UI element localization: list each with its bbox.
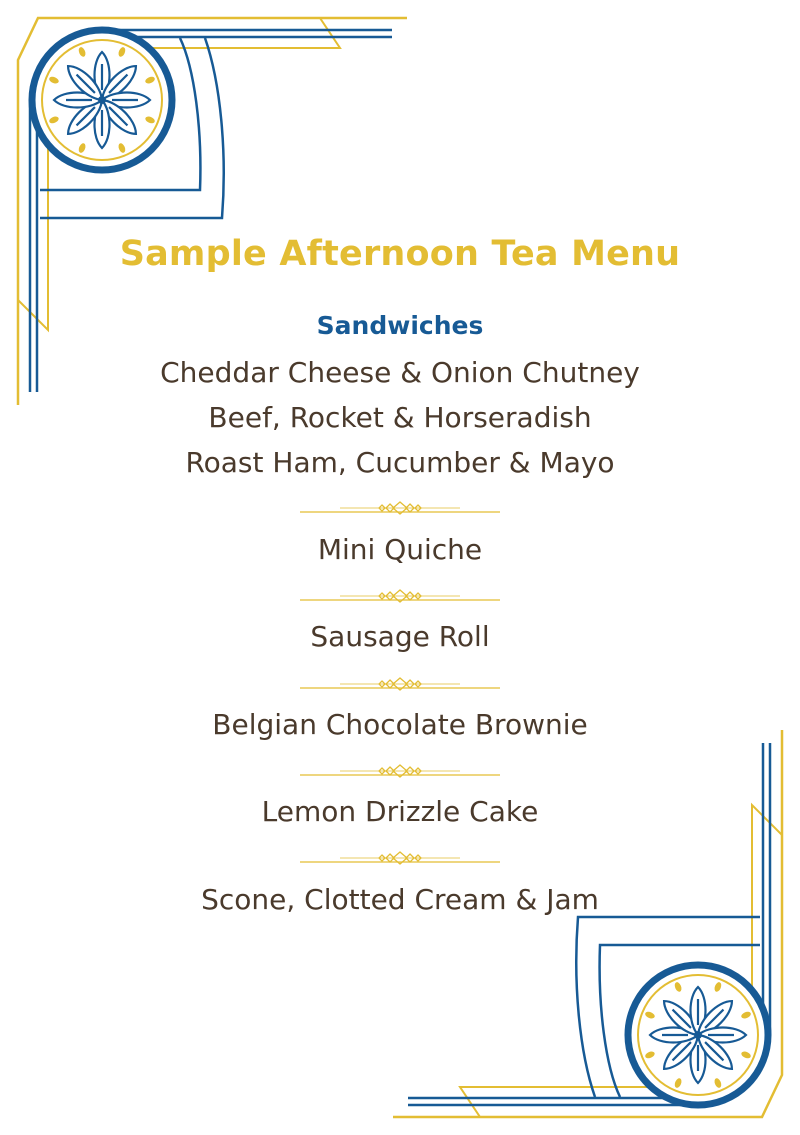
menu-item: Scone, Clotted Cream & Jam (201, 883, 599, 916)
menu-title: Sample Afternoon Tea Menu (119, 234, 681, 274)
sandwich-item: Beef, Rocket & Horseradish (208, 401, 592, 434)
diamond-divider-icon (300, 587, 500, 607)
sandwich-item: Roast Ham, Cucumber & Mayo (185, 446, 615, 479)
sandwich-item: Cheddar Cheese & Onion Chutney (160, 356, 640, 389)
menu-item: Belgian Chocolate Brownie (212, 708, 588, 741)
diamond-divider-icon (300, 675, 500, 695)
diamond-divider-icon (300, 849, 500, 869)
diamond-divider-icon (300, 499, 500, 519)
diamond-divider-icon (300, 762, 500, 782)
menu-item: Sausage Roll (310, 620, 490, 653)
menu-item: Lemon Drizzle Cake (261, 795, 539, 828)
section-heading-sandwiches: Sandwiches (316, 311, 484, 340)
menu-item: Mini Quiche (317, 533, 483, 566)
